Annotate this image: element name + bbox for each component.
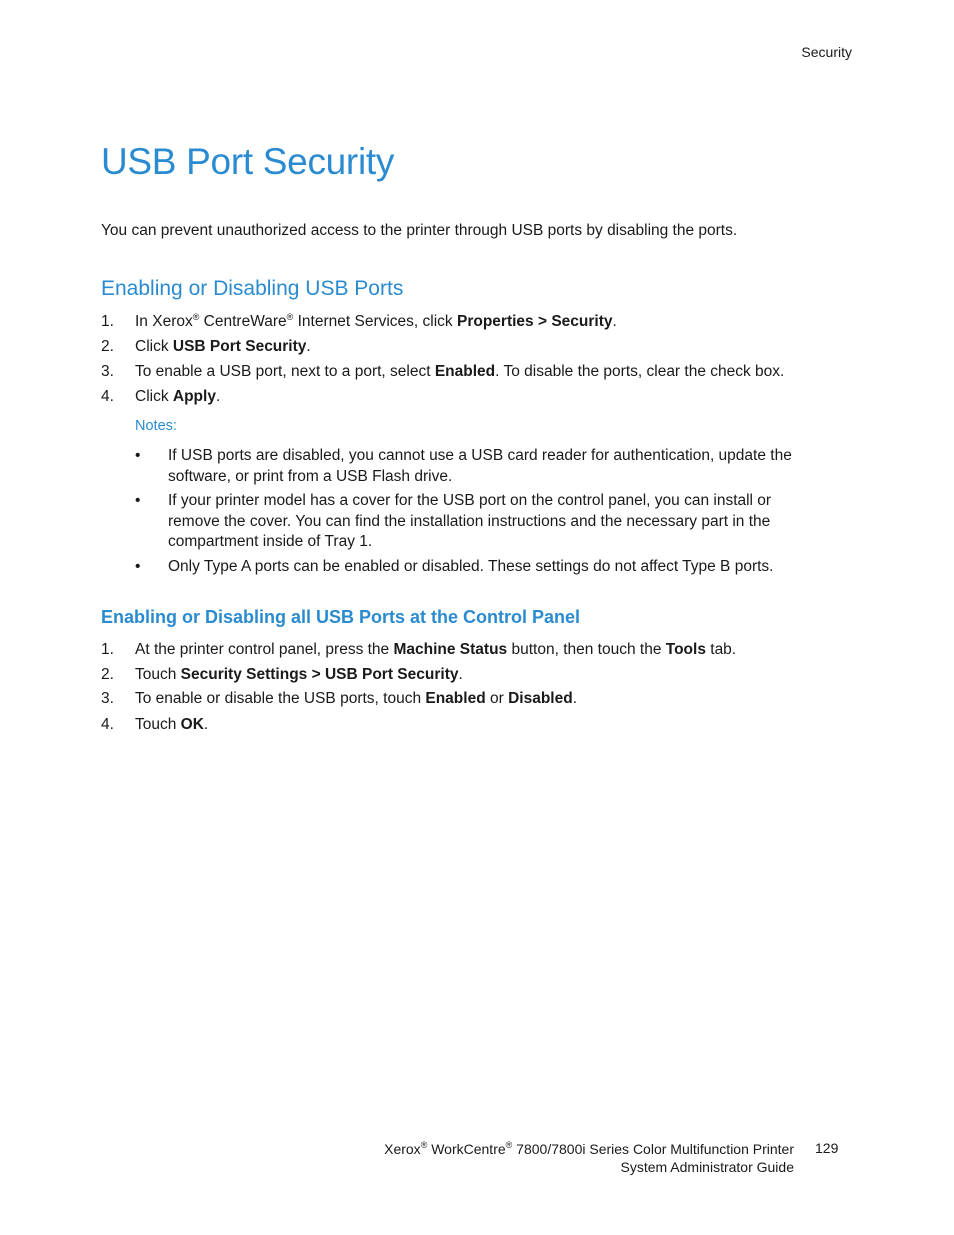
bullet-icon: • (135, 447, 141, 464)
step-number: 2. (101, 666, 114, 683)
step-text: In Xerox® CentreWare® Internet Services, click Properties > Security. (135, 312, 617, 330)
step-number: 3. (101, 363, 114, 380)
step-text: Touch OK. (135, 716, 209, 733)
step-text: To enable or disable the USB ports, touch Enabled or Disabled. (135, 690, 577, 707)
note-bullet-1 (135, 446, 825, 487)
page-title: USB Port Security (101, 141, 395, 182)
step-number: 1. (101, 313, 114, 330)
step-number: 2. (101, 338, 114, 355)
intro-paragraph: You can prevent unauthorized access to the printer through USB ports by disabling the ports. (101, 222, 738, 239)
note-text: If USB ports are disabled, you cannot use a USB card reader for authentication, update the software, or print from a USB Flash drive. (168, 447, 792, 485)
step-text: Click USB Port Security. (135, 338, 311, 355)
footer-guide-name: System Administrator Guide (620, 1159, 794, 1175)
step-text: Click Apply. (135, 388, 221, 405)
note-text: If your printer model has a cover for the USB port on the control panel, you can install or remove the cover. You can find the installation instructions and the necessary part in the compartment inside of Tray 1. (168, 492, 772, 550)
step-number: 4. (101, 388, 114, 405)
footer-product-line: Xerox® WorkCentre® 7800/7800i Series Color Multifunction Printer (384, 1140, 794, 1157)
footer-product-info (384, 1140, 794, 1176)
bullet-icon: • (135, 558, 141, 575)
step-number: 1. (101, 641, 114, 658)
page-number: 129 (815, 1140, 839, 1156)
section1-heading: Enabling or Disabling USB Ports (101, 277, 404, 300)
step-number: 4. (101, 716, 114, 733)
note-bullet-3 (135, 557, 825, 578)
step-number: 3. (101, 690, 114, 707)
running-header-section: Security (801, 44, 852, 60)
bullet-icon: • (135, 492, 141, 509)
note-bullet-2 (135, 491, 825, 553)
step-text: To enable a USB port, next to a port, select Enabled. To disable the ports, clear the check box. (135, 363, 785, 380)
step-text: At the printer control panel, press the Machine Status button, then touch the Tools tab. (135, 641, 737, 658)
section2-heading: Enabling or Disabling all USB Ports at the Control Panel (101, 607, 581, 627)
step-text: Touch Security Settings > USB Port Security. (135, 666, 463, 683)
note-text: Only Type A ports can be enabled or disabled. These settings do not affect Type B ports. (168, 558, 774, 575)
notes-label: Notes: (135, 418, 177, 434)
